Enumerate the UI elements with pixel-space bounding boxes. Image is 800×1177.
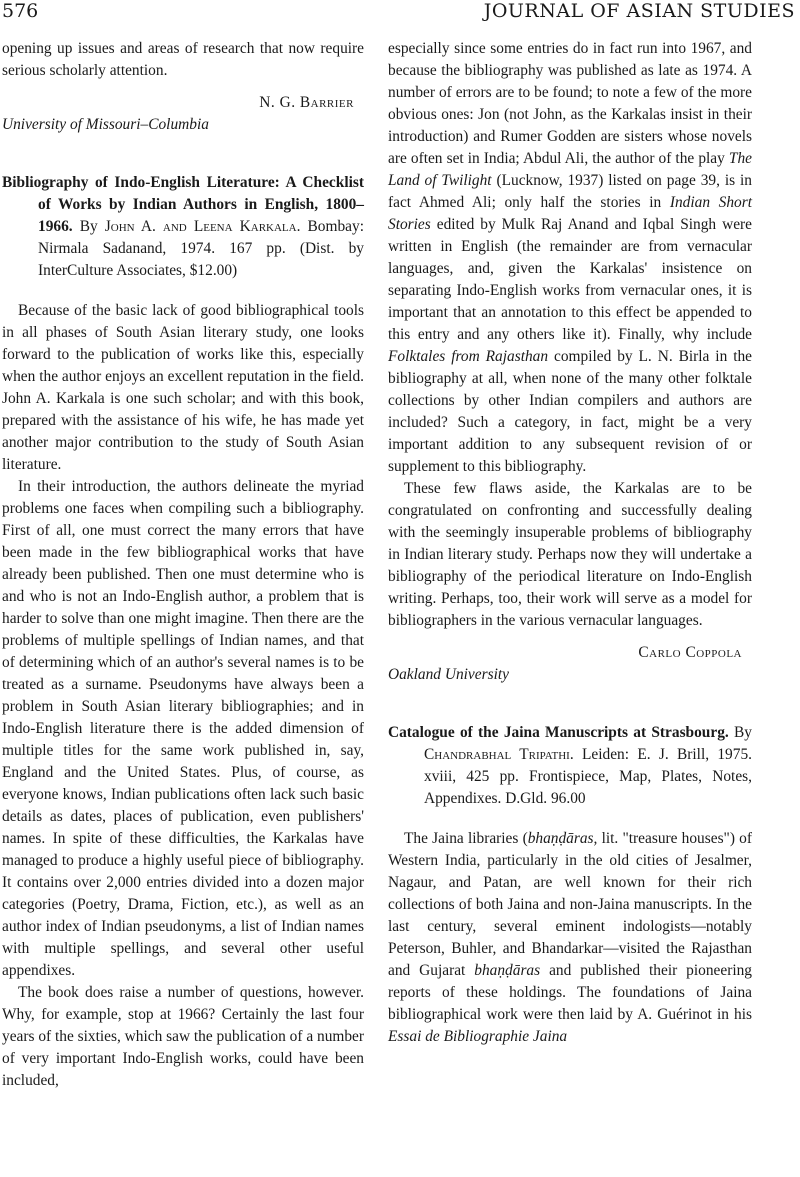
running-header bbox=[0, 0, 800, 30]
review-paragraph: These few flaws aside, the Karkalas are to be congratulated on confronting and successfully dealing with the seemingly insuperable problems of bibliography in Indian literary study. Perhaps now they will undertake a bibliography of the periodical literature on Indo-English writing. Perhaps, too, their work will serve as a model for bibliographers in the various vernacular languages. bbox=[388, 480, 752, 629]
reviewer-affiliation: University of Missouri–Columbia bbox=[2, 116, 209, 133]
reviewer-name: N. G. Barrier bbox=[259, 94, 354, 111]
book-title: Bibliography of Indo-English Literature: A Checklist of Works by Indian Authors in English, 1800–1966. bbox=[2, 174, 364, 235]
right-column bbox=[388, 38, 752, 1048]
reviewer-name: Carlo Coppola bbox=[638, 644, 742, 661]
book-by: By bbox=[734, 724, 752, 741]
book-publication: Bombay: Nirmala Sadanand, 1974. 167 pp. (Dist. by InterCulture Associates, $12.00) bbox=[38, 218, 364, 279]
italic-title: Folktales from Rajasthan bbox=[388, 348, 549, 365]
continued-paragraph: opening up issues and areas of research that now require serious scholarly attention. bbox=[2, 40, 364, 79]
journal-title: JOURNAL OF ASIAN STUDIES bbox=[483, 0, 795, 22]
book-by: By bbox=[79, 218, 98, 235]
book-authors: John A. and Leena Karkala. bbox=[104, 218, 301, 235]
review-paragraph: The book does raise a number of questions, however. Why, for example, stop at 1966? Certainly the last four years of the sixties, which saw the publication of a number of very important Indo-English works, could have been included, bbox=[2, 984, 365, 1089]
italic-title: Essai de Bibliographie Jaina bbox=[388, 1028, 568, 1045]
review-paragraph: Because of the basic lack of good bibliographical tools in all phases of South Asian literary study, one looks forward to the publication of works like this, especially when the author enjoys an excellent reputation in the field. John A. Karkala is one such scholar; and with this book, prepared with the assistance of his wife, he has made yet another major contribution to the study of South Asian literature. bbox=[2, 302, 364, 473]
reviewer-affiliation: Oakland University bbox=[388, 666, 509, 683]
book-authors: Chandrabhal Tripathi. bbox=[424, 746, 574, 763]
review-paragraph: In their introduction, the authors delineate the myriad problems one faces when compiling such a bibliography. First of all, one must correct the many errors that have been made in the few bibliographical works that have already been published. Then one must determine who is and who is not an Indo-English author, a problem that is harder to solve than one might imagine. Then there are the problems of multiple spellings of Indian names, and that of determining which of an author's several names is to be treated as a surname. Pseudonyms have always been a problem in South Asian literary bibliographies; and in Indo-English literature there is the added dimension of multiple titles for the same work published in, say, England and the United States. Plus, of course, as everyone knows, Indian publications often lack such basic details as dates, places of publication, even publishers' names. In spite of these difficulties, the Karkalas have managed to produce a highly useful piece of bibliography. It contains over 2,000 entries divided into a dozen major categories (Poetry, Drama, Fiction, etc.), as well as an author index of Indian pseudonyms, a list of Indian names with multiple spellings, and several other useful appendixes. bbox=[2, 478, 364, 979]
book-publication: Leiden: E. J. Brill, 1975. xviii, 425 pp. Frontispiece, Map, Plates, Notes, Appendixes. D.Gld. 96.00 bbox=[424, 746, 752, 807]
italic-title: Indian Short Stories bbox=[388, 194, 752, 233]
review-paragraph: especially since some entries do in fact run into 1967, and because the bibliography was published as late as 1974. A number of errors are to be found; to note a few of the more obvious ones: Jon (not John, as the Karkalas insist in their introduction) and Rumer Godden are sisters whose novels are often set in India; Abdul Ali, the author of the play The Land of Twilight (Lucknow, 1937) listed on page 39, is in fact Ahmed Ali; only half the stories in Indian Short Stories edited by Mulk Raj Anand and Iqbal Singh were written in English (the remainder are from vernacular languages, and, given the Karkalas' insistence on separating Indo-English works from vernacular ones, it is important that an annotation to this effect be appended to this entry and any others like it). Finally, why include Folktales from Rajasthan compiled by L. N. Birla in the bibliography at all, when none of the many other folktale collections by other Indian compilers and authors are included? Such a category, in fact, might be a very important addition to any subsequent revision of or supplement to this bibliography. bbox=[388, 40, 752, 475]
italic-title: The Land of Twilight bbox=[388, 150, 752, 189]
book-entry-heading bbox=[388, 722, 752, 810]
book-title: Catalogue of the Jaina Manuscripts at Strasbourg. bbox=[388, 724, 729, 741]
italic-term: bhaṇḍāras, bbox=[527, 830, 598, 847]
page-number: 576 bbox=[2, 0, 39, 22]
left-column bbox=[2, 38, 364, 1092]
book-entry-heading bbox=[2, 172, 364, 282]
review-paragraph: The Jaina libraries (bhaṇḍāras, lit. "treasure houses") of Western India, particularly in the old cities of Jesalmer, Nagaur, and Patan, are well known for their rich collections of both Jaina and non-Jaina manuscripts. In the last century, several eminent indologists—notably Peterson, Buhler, and Bhandarkar—visited the Rajasthan and Gujarat bhaṇḍāras and published their pioneering reports of these holdings. The foundations of Jaina bibliographical work were then laid by A. Guérinot in his Essai de Bibliographie Jaina bbox=[388, 830, 752, 1045]
italic-term: bhaṇḍāras bbox=[474, 962, 541, 979]
